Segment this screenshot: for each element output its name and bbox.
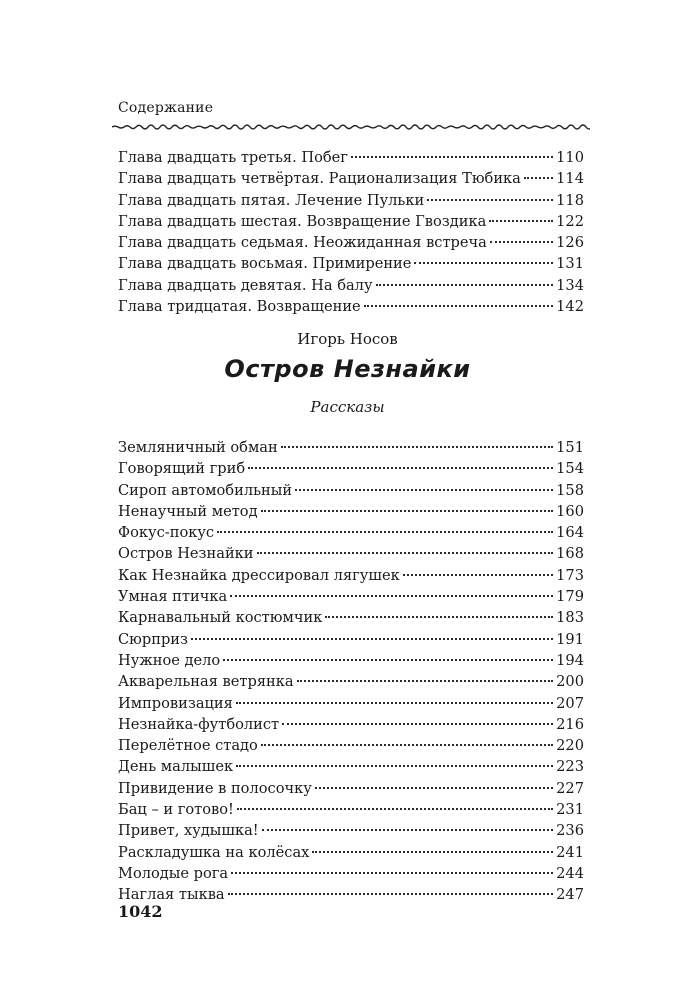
toc-entry <box>118 629 584 650</box>
toc-entry <box>118 522 584 543</box>
toc-entry <box>118 147 584 168</box>
toc-entry-title: Глава двадцать восьмая. Примирение <box>118 255 412 273</box>
dot-leader <box>297 680 554 682</box>
dot-leader <box>282 723 553 725</box>
toc-entry <box>118 501 584 522</box>
toc-entry-title: Раскладушка на колёсах <box>118 843 310 861</box>
toc-entry-title: Земляничный обман <box>118 439 278 456</box>
dot-leader <box>217 531 553 533</box>
toc-entry-page: 164 <box>556 524 584 542</box>
dot-leader <box>257 552 554 554</box>
page-number: 1042 <box>118 902 163 921</box>
toc-entry <box>118 232 584 253</box>
toc-entry-title: Сюрприз <box>118 630 188 648</box>
toc-entry <box>118 735 584 756</box>
toc-entry-page: 168 <box>556 545 584 563</box>
toc-entry <box>118 799 584 820</box>
toc-entry <box>118 693 584 714</box>
book-title: Остров Незнайки <box>224 355 471 383</box>
dot-leader <box>403 574 553 576</box>
dot-leader <box>315 787 553 789</box>
toc-entry <box>118 437 584 458</box>
dot-leader <box>295 489 553 491</box>
dot-leader <box>364 305 553 307</box>
toc-entry <box>118 842 584 863</box>
toc-entry <box>118 275 584 296</box>
wavy-rule <box>112 120 590 134</box>
toc-entry-page: 216 <box>556 715 584 733</box>
toc-entry <box>118 565 584 586</box>
toc-entry-page: 173 <box>556 566 584 584</box>
toc-entry-page: 183 <box>556 609 584 627</box>
toc-entry <box>118 756 584 777</box>
dot-leader <box>376 284 554 286</box>
toc-entry-title: Привидение в полосочку <box>118 779 312 797</box>
dot-leader <box>223 659 553 661</box>
toc-entry-title: Привет, худышка! <box>118 822 259 840</box>
dot-leader <box>312 851 553 853</box>
toc-entry-page: 122 <box>556 212 584 230</box>
toc-entry-title: Глава двадцать шестая. Возвращение Гвоздика <box>118 212 487 230</box>
toc-entry <box>118 458 584 479</box>
toc-entry-title: Незнайка-футболист <box>118 715 280 733</box>
toc-entry-page: 244 <box>556 864 584 882</box>
dot-leader <box>351 156 553 158</box>
dot-leader <box>191 638 553 640</box>
dot-leader <box>262 829 553 831</box>
toc-entry-page: 126 <box>556 234 584 252</box>
toc-entry <box>118 296 584 317</box>
toc-entry-page: 227 <box>556 779 584 797</box>
toc-entry-page: 179 <box>556 588 584 606</box>
toc-entry-page: 160 <box>556 502 584 520</box>
dot-leader <box>427 199 553 201</box>
toc-entry-title: Сироп автомобильный <box>118 481 293 499</box>
toc-entry-page: 194 <box>556 651 584 669</box>
toc-entry-page: 241 <box>556 843 584 861</box>
toc-entry <box>118 650 584 671</box>
toc-entry <box>118 671 584 692</box>
toc-entry-page: 134 <box>556 276 584 294</box>
author-name: Игорь Носов <box>297 330 398 348</box>
toc-entry-title: Импровизация <box>118 694 233 712</box>
toc-entry-title: Глава тридцатая. Возвращение <box>118 298 361 316</box>
toc-entry-page: 158 <box>556 481 584 499</box>
dot-leader <box>261 510 554 512</box>
toc-entry-title: Умная птичка <box>118 588 228 606</box>
toc-entry-title: Карнавальный костюмчик <box>118 609 323 627</box>
toc-entry-title: Перелётное стадо <box>118 737 258 755</box>
toc-entry-title: Глава двадцать третья. Побег <box>118 149 348 166</box>
toc-entry-page: 220 <box>556 737 584 755</box>
toc-entry <box>118 211 584 232</box>
dot-leader <box>231 872 553 874</box>
dot-leader <box>230 595 553 597</box>
toc-entry-title: Нужное дело <box>118 651 221 669</box>
toc-entry <box>118 586 584 607</box>
toc-entry <box>118 190 584 211</box>
dot-leader <box>237 808 553 810</box>
toc-entry-title: Как Незнайка дрессировал лягушек <box>118 566 400 584</box>
toc-entry <box>118 168 584 189</box>
toc-entry <box>118 480 584 501</box>
dot-leader <box>236 702 553 704</box>
toc-entry-title: Говорящий гриб <box>118 460 246 478</box>
toc-entry-page: 151 <box>556 439 584 456</box>
toc-entry-page: 142 <box>556 298 584 316</box>
toc-entry-title: Глава двадцать пятая. Лечение Пульки <box>118 191 425 209</box>
toc-entry <box>118 607 584 628</box>
dot-leader <box>325 616 553 618</box>
dot-leader <box>524 177 553 179</box>
toc-entry-page: 207 <box>556 694 584 712</box>
toc-entry-title: Фокус-покус <box>118 524 215 542</box>
toc-entry-page: 114 <box>556 170 584 188</box>
toc-entry <box>118 543 584 564</box>
toc-entry-page: 223 <box>556 758 584 776</box>
toc-entry-title: Акварельная ветрянка <box>118 673 294 691</box>
dot-leader <box>414 262 553 264</box>
dot-leader <box>236 765 553 767</box>
dot-leader <box>489 220 553 222</box>
toc-entry-page: 154 <box>556 460 584 478</box>
dot-leader <box>228 893 554 895</box>
toc-entry-title: Ненаучный метод <box>118 502 258 520</box>
toc-bottom-list <box>118 437 584 906</box>
toc-entry-page: 131 <box>556 255 584 273</box>
toc-entry-page: 191 <box>556 630 584 648</box>
toc-entry <box>118 884 584 905</box>
dot-leader <box>261 744 553 746</box>
dot-leader <box>490 241 553 243</box>
toc-entry-title: Бац – и готово! <box>118 801 234 819</box>
section-label: Рассказы <box>310 398 385 416</box>
dot-leader <box>248 467 553 469</box>
toc-entry-page: 247 <box>556 886 584 904</box>
toc-entry-title: Глава двадцать седьмая. Неожиданная встреча <box>118 234 487 252</box>
toc-entry-title: День малышек <box>118 758 234 776</box>
toc-entry-title: Остров Незнайки <box>118 545 254 563</box>
toc-entry-title: Глава двадцать четвёртая. Рационализация Тюбика <box>118 170 521 188</box>
toc-entry <box>118 714 584 735</box>
toc-entry-page: 231 <box>556 801 584 819</box>
toc-entry-page: 110 <box>556 149 584 166</box>
toc-entry-page: 236 <box>556 822 584 840</box>
toc-top-list <box>118 147 584 317</box>
toc-entry <box>118 778 584 799</box>
running-head: Содержание <box>118 100 214 116</box>
toc-entry-page: 118 <box>556 191 584 209</box>
toc-entry-page: 200 <box>556 673 584 691</box>
dot-leader <box>281 446 553 448</box>
toc-entry <box>118 253 584 274</box>
toc-entry-title: Молодые рога <box>118 864 229 882</box>
toc-entry-title: Наглая тыква <box>118 886 225 904</box>
toc-entry-title: Глава двадцать девятая. На балу <box>118 276 373 294</box>
toc-entry <box>118 820 584 841</box>
toc-entry <box>118 863 584 884</box>
